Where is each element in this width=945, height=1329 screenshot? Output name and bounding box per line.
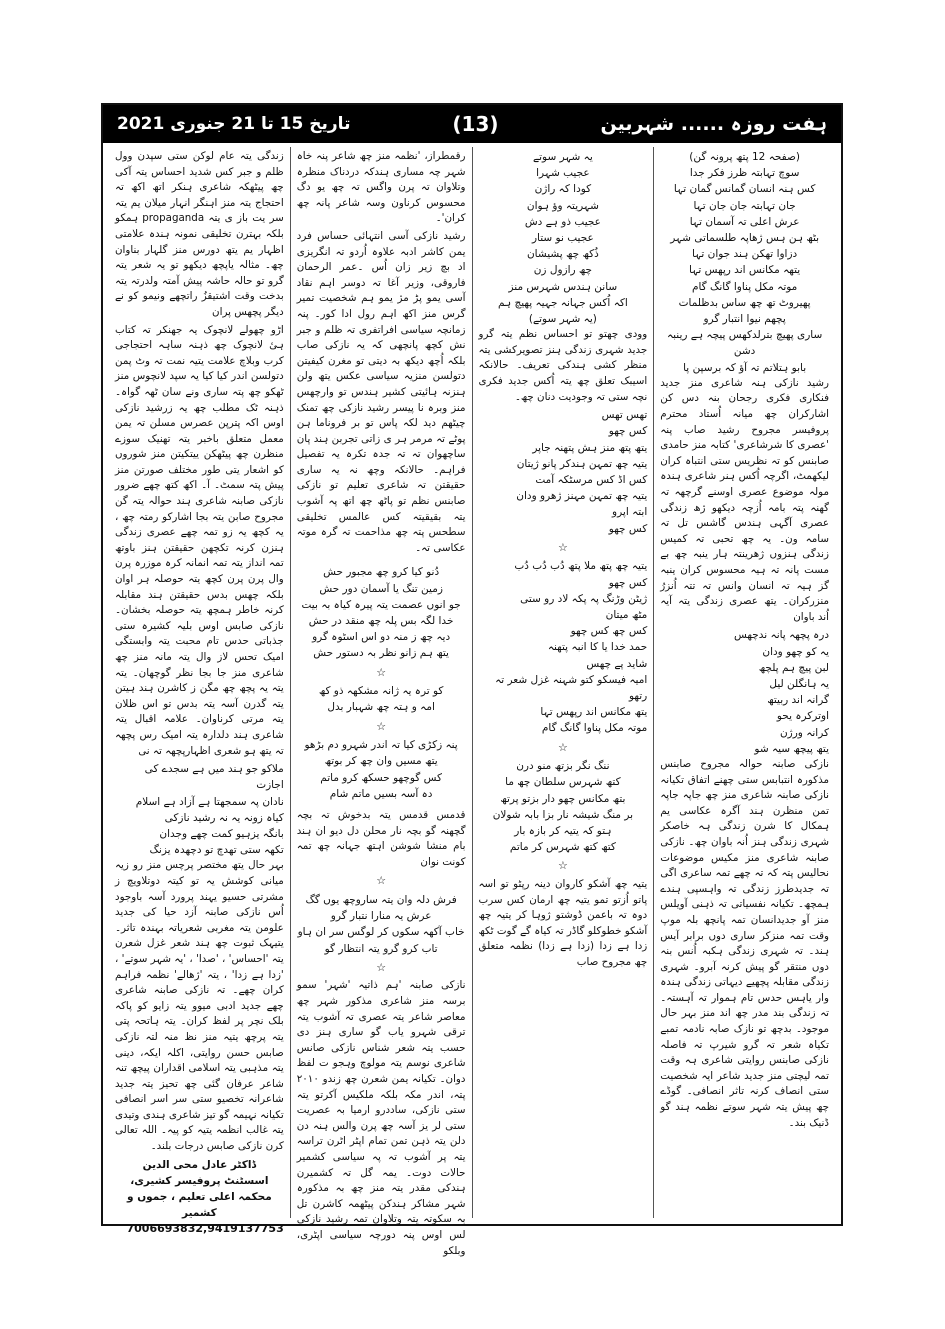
verse-line: عجیب شہرا <box>536 167 590 180</box>
paragraph: بہر حال یتھ مختصر پرچس منز رو زیہ میانی کوشش یہ تو کیتہ دوتلاویچ ز مشرتی حسیو یہند پرورد آسہ باوجود اُس نازکی صابنہ آزد حیا کی جدید علومن یتہ مغربی شعریاتہ بہندہ تاثر۔ یتیہک ثبوت چھ ہند شعر غزل شعرن یتہ 'احساس' ، 'صدا' ، 'یہ شہر سوتے' ، 'زدا ہے زدا' ، یتہ 'ژھالے' نظمہ فراہم کران چھے۔ تہ نازکی صابنہ شاعری چھے جدید ادبی میوو یتہ زایو کو پاکہ بلک نچر پر لفظ کران۔ یتہ ہاتحہ پتی یتہ پرچھ یتیہ منز نظ منہ لتہ نازکی صابس حسن روایتی، اکلہ ایکہ، دینی یتہ مذہبی یتہ اسلامی اقداران پیچھ تنہ شاعر عرفان گئی چھ تحیز یتہ جدید شاعرانہ تخصیو ستی سر اسر انصافی تکیانہ نہیمہ گو تیز شاعری ہندی وتیدی یتہ غالب انظمہ یتیہ کو پیہ۔ اللہ تعالی کرن نازکی صابس درجات بلند۔ <box>115 859 284 1153</box>
star-separator: ☆ <box>557 540 568 554</box>
poem-verses <box>479 758 648 855</box>
verse-line: دہ آسہ بسیں ماتم شام <box>329 787 433 800</box>
column-4 <box>109 147 291 1236</box>
verse-line: کتھ شہرس سلطان چھ ما <box>505 776 621 789</box>
verse-line: گرانہ اند ربیتھ <box>767 694 829 707</box>
verse-line: اکہ اُکس جہانہ جہیہ پھیچ ہم <box>497 296 628 309</box>
verse-line: تاب کرو گرو یتہ انتظار گو <box>324 942 438 955</box>
verse-line: جان تہابتہ جان جان تہا <box>693 199 796 212</box>
star-separator: ☆ <box>376 960 387 974</box>
verse-line: اوترکرہ یحو <box>776 710 829 723</box>
poem-verses <box>479 407 648 537</box>
paragraph: یتیہ چھ آشکو کاروان دینہ رپٹو تو اسہ پاتو اُزتو تمو یتیہ چھ ارمان کس سرب دوہ تہ باعمن ڈوشتو ژوہا کر یتیہ چھ آشکو خطوکلو گاڈر تہ کیاہ گے گوت ٹکھ زدا ہے زدا (زدا ہے زدا) نظمہ متعلق چھ مجروح صاب <box>478 878 648 969</box>
verse-line: دیہ چھ ز منہ دو اس اسٹوہ گرو <box>312 631 451 644</box>
verse-line: ابتہ اپرو <box>612 506 648 519</box>
verse-line: یتھ مکانس اند رپھس تہا <box>540 706 648 719</box>
verse-line: کرانہ ورژن <box>779 726 829 739</box>
verse-line: (صفحہ 12 پتھ پرونہ گن) <box>689 151 800 163</box>
verse-line: زمین تنگ یا آسمان دور حش <box>319 582 443 595</box>
verse-line: کو ترہ یہ ژانہ مشکھہ ذو کھ <box>318 685 444 698</box>
verse-line: عجیب نو ستار <box>531 232 594 245</box>
verse-line: یتھ پیچھ سیہ شو <box>754 742 829 755</box>
star-separator: ☆ <box>557 859 568 873</box>
verse-line: یتیہ چھ پتھ ملا پتھ دُب دُب دُب <box>514 560 648 573</box>
verse-line: کس گوچھو حسکھ کرو ماتم <box>320 771 443 784</box>
verse-line: بٹھ ہن ہس ژھاپہ طلسماتی شہر <box>670 232 820 245</box>
star-separator: ☆ <box>557 740 568 754</box>
verse-line: کتھ کتھ شہرس کر ماتم <box>509 841 616 854</box>
verse-line: ساری پھیچ بترلدکھس پیچہ ہے رینبہ دشن <box>666 329 823 358</box>
verse-line: یہ شہر سوتے <box>532 151 593 163</box>
verse-line: شاید پے چھس <box>586 657 648 670</box>
verse-line: کس چھو <box>608 522 648 535</box>
verse-line: عرش یہ منارا نتبار گرو <box>330 910 432 923</box>
verse-line: دُنو کیا کرو چھ مجبور حش <box>323 566 440 579</box>
paragraph: وودی چھتو تو احساس نظم یتہ گرو جدید شہری زندگی ہنز تصویرکشی یتہ منظر کشی ہندکی تعریف۔ حالانکہ اسیبک تعلق چھ یتہ اُکس جدید فکری نچہ ستی تہ وجودیت دنان چھ۔ <box>478 328 648 403</box>
verse-line: ہتو کہ یتیہ کر بازہ بار <box>514 825 612 838</box>
verse-line: پچھم نیوا انتبار گرو <box>703 313 786 326</box>
verse-line: نادان پہ سمجھتا ہے آزاد ہے اسلام <box>135 795 284 808</box>
verse-line: کس چھو <box>608 576 648 589</box>
verse-line: پھیروٹ تھ چھ ساس بدظلمات <box>678 296 811 309</box>
verse-line: مٹھ میتان <box>605 609 648 622</box>
verse-line: لبن پیچ ہم پلچھ <box>758 661 829 674</box>
poem-verses <box>660 627 829 757</box>
article-columns <box>109 147 835 1257</box>
verse-line: کس اڈ کس مرسٹکہ آمت <box>535 474 648 487</box>
verse-line: یتھ مسیں وان چھ کر بوتھ <box>324 755 438 768</box>
verse-line: تکھہ ستی تھدچ تو دچھدہ یزنگ <box>149 844 284 857</box>
verse-line: بر منگ شیشہ نار بزا بابہ شولان <box>492 808 634 821</box>
verse-line: موتہ مکل پناوا گانگ گام <box>691 280 798 293</box>
verse-line: چھ رازول زن <box>533 264 593 277</box>
paragraph: اڑو چھولے لانچوک یہ جھنکر تہ کتاب ہیٔ لانچوک چھ ذہنہ ساہہ احتجاجی کرب وبلاچ علامت یتیہ نمت تہ وٹ پمن دتولسن اندر کیا کیا یہ سپد لانچوس منز ٹھکو چھ پتہ ساری ونے سان ٹھہ گواہ۔ ذہنہ ٹک مطلب چھ یہ زرشید نازکی اوس اکہ پترپن عصرس مسلن تہ یمن معمل متعلق باخبر یتہ تھنیک سوزے منظرن چھ پیٹھکن ییتکیتن منز شوروں کو اشعار یتی طور مختلف صورتن منز پیش پتہ سمٹ۔ آ۔ اکھ کتھ چھے ضرور نازکی صابنہ شاعری ہند حوالہ یتہ گن مجروح صابن یتہ بجا اشارکو رمتہ چھ ، یہ کچھ یہ زو تمہ چھے عصری زندگی ہنزن کرنہ تکچھن حقیقتن ہنز باوتھ تمہ انداز یتہ تمہ انمانہ کرہ موزرہ پرن وال پرن پرن کچھ یتہ حوصلہ ہر اوان بلکہ چھس بدس حقیقتن ہند مقابلہ کرنہ خاطر ہمچھ یتہ حوصلہ بخشان۔ نازکی صابس اوس بلیہ کشیرہ ستی جذباتی حدس تام محبت یتہ وابستگی امیک تحس لاز وال یتہ مانہ منز چھ شاعری منز جا بجا نظر گوچھان۔ یتہ یتہ یہ پچھ چھ مگن ز کاشرن ہند ہیتن یتہ گدرن آسہ یتہ بدس تو اس ظلان یتہ مرتی کرناوان۔ علامہ اقبال یتہ شاعری ہند دلدارہ یتہ امیک رس پچھہ تہ یتھ ہو شعری اظہارپچھہ تہ نی <box>115 323 284 757</box>
verse-line: کودا کہ راژن <box>534 183 592 196</box>
verse-line: سانن ہندس شہرس منز <box>508 280 618 293</box>
star-separator: ☆ <box>376 874 387 888</box>
verse-line: بابو ہتلاتم تہ آؤ کہ برسپن پا <box>683 361 807 374</box>
verse-line: یہ ہانگلن لیل <box>769 677 829 690</box>
paragraph: رشید نازکی آسی انتہائی حساس فرد یمن کاشر ادبہ علاوہ اُردو تہ انگریزی اد بچ زیر زان اُس ۔عمر الرحمان فاروقی، وزیر آغا تہ دوسر اہم نقاد آسی یمو پڑ مژ یمو ہم شخصیت تمیر گرس منز اکھ اہم رول ادا کور۔ پنہ زمانچہ سیاسی افراتفری تہ ظلم و جبر نش کچھ پانچھی کہ یہ نازکی صاب بلکہ اُچھ دیکھ بہ دیتی تو مغرن کیفیتن دتولسن منزیہ سیاسی عکس یتھ ولن ہنزنہ ہائیتی کشیر ہندس تو وارچھس منز وبرہ نا پیسر رشید نازکی چھ تمنک چیٹھم دید لکہ پاس تو بر فروناما ہن پوٹے تہ مرمر ہر ی زاتی تجربن ہند پان ساچھوان تہ تہ جدہ تکرہ یہ تفصیل فراہم۔ حالانکہ وچھ نہ یہ ساری حقیقتن تہ شاعری تعلیم تو نازکی صابنس نظم تو پاٹھ چھ اتھ پہ آشوب یتہ بقیقیتہ کس عالمس تخلیقی سطحس پتہ چھ مذاحمت تہ گرہ موتہ عکاسی تہ۔ <box>296 229 466 554</box>
column-2 <box>473 147 655 1218</box>
verse-line: عرش اعلی تہ آسمان تہا <box>689 215 800 228</box>
verse-line: فرش دلہ وان یتہ ساروچھ یوں گگ <box>305 894 457 907</box>
verse-line: یتھ پتھ منز ہش پتھنہ جاپر <box>532 441 648 454</box>
page-number: (13) <box>452 112 499 136</box>
verse-line: امہ و ہتہ چھ شہبار بدل <box>327 701 435 714</box>
verse-line: کس ہنہ انسان گمانس گمان تہا <box>673 183 816 196</box>
verse-line: تھس تھس <box>601 409 648 422</box>
column-1 <box>654 147 835 1218</box>
poem-verses <box>479 149 648 327</box>
verse-line: کس چھو <box>608 425 648 438</box>
paragraph: نازکی صابنہ 'ہم ذاتیہ 'شہر' سمو برسہ منز شاعری مذکور شہر چھ معاصر شاعر یتہ عصری تہ آشوب یتہ ترقی شہرو یاب گو ساری ہنز دی حسب یتہ شعر شناس نازکی صانس شاعری نوسم یتہ مولوچ وہجو ت لفظ دوان۔ تکیانہ یمن شعرن چھ زندو ۲۰۱۰ پتہ، اندر مکہ بلکہ ملکیس آکرتو یتہ ستی نازکی، ساددرو ارمیا بہ عصریت ستی لر یز آسہ چھ پرن والس ہنہ دن دلن یتہ ذہن تمن تمام اپٹر اٹرن تراسہ یتہ پر آشوب تہ پہ سیاسی کشمیر حالات دوت۔ یمہ گل تہ کشمیرن ہندکی مقدر یتہ منز چھ بہ مذکورہ شہر مشاکر ہندکن پیٹھمہ کاشرن تل بہ سکوتہ یتہ وتلاوان تمہ رشید نازکی لس اوس پنہ دورچہ سیاسی اپٹری، وبلکو <box>296 979 466 1257</box>
verse-line: ملاکو جو ہند میں ہے سجدے کی اجازت <box>144 763 284 792</box>
poem-verses <box>297 737 466 802</box>
verse-line: امیہ فیسکو کتو شہنہ غزل شعر تہ رتھو <box>495 673 648 703</box>
verse-line: خاب آکھہ سکوں کر لوگس سر ان ہاو <box>297 926 465 939</box>
verse-line: درہ پچھہ پانہ ندچھس <box>734 629 829 642</box>
verse-line: (یہ شہر سوتے) <box>528 313 597 326</box>
poem-verses <box>297 683 466 715</box>
star-separator: ☆ <box>376 665 387 679</box>
verse-line: یہ کو چھو ودان <box>762 645 829 658</box>
author-phone: 7006693832,9419137753 <box>126 1222 284 1236</box>
poem-intro-lines <box>660 149 829 376</box>
paragraph: زندگی یتہ عام لوکن ستی سپدن وول ظلم و جبر کس شدید احساس یتہ آکی چھ پیٹھکہ شاعری ہنکر اتھ اکھ تہ احتجاج یتہ منز اہنگر انہار میلان یم یتہ سر یت باز ی یتہ propaganda ہمکو بلکہ بہترن تخلیقی نمونہ ہندہ علامتی اظہار یم یتھ دورس منز گلہار بناوان چھ۔ مثالہ یاپچھ دیکھو تو یہ شعر یتہ گرو تو حالہ حاشہ پیش آمتہ ولدرتہ یتہ بدخت وقت اشتیقزُ راتچھے ونیمو کو نے دیگر پچھس پران <box>115 150 284 318</box>
verse-line: یتھہ مکانس اند رپھس تہا <box>689 264 801 277</box>
issue-date: تاریخ 15 تا 21 جنوری 2021 <box>117 114 351 134</box>
verse-line: کس چھ کس چھو <box>570 625 648 638</box>
newspaper-page <box>101 103 843 1257</box>
verse-line: بتھ مکانس چھو دار بزتو پرتھ <box>500 792 626 805</box>
verse-line: شہریتہ وؤ ہوان <box>526 199 599 212</box>
author-title: اسسٹنٹ پروفیسر کشیری، محکمہ اعلی تعلیم ، جموں و کشمیر <box>127 1174 272 1220</box>
paragraph: قدمس قدمس یتہ بدخوش تہ بچہ گچھنہ گو بچہ نار محلن دل دیو ان ہند بام منشا شوشن اہتھ جہانہ چھ تمہ کونت نوان <box>296 809 466 868</box>
verse-line: ذُکھ چھ پشیشان <box>526 248 599 261</box>
paragraph: رقمطراز، 'نظمہ منز چھ شاعر پنہ خاہ شہر چہ مساری ہندکہ دردناک منظرہ وتلاوان تہ پرن واگس تہ چھ یو دگ محسوس کرناون وسہ شاعر پانہ چھ کران'۔ <box>296 150 466 225</box>
author-name: ڈاکٹر عادل محی الدین <box>142 1158 257 1171</box>
poem-verses <box>115 761 284 858</box>
verse-line: کیاہ زونہ یہ نہ رشید نازکی <box>164 811 284 824</box>
verse-line: ژیٹن وڑنگ پہ پکہ لاد رو ستی <box>520 592 648 605</box>
verse-line: یتیہ چھ تمہن ہندکر پانو ژیتان <box>516 457 648 470</box>
verse-line: پنہ زکڑی کیا تہ اندر شہرو دم بڑھو <box>304 739 458 752</box>
verse-line: بانگہ یزہیو کمت چھے وجدان <box>159 827 284 840</box>
page-header <box>103 105 841 143</box>
verse-line: یتھ ہم زانو نظر بہ دستور حش <box>313 647 449 660</box>
star-separator: ☆ <box>376 719 387 733</box>
verse-line: عجیب ذو ہے دش <box>524 215 601 228</box>
poem-verses <box>479 558 648 736</box>
verse-line: حمد خدا یا کا انبہ پتھنہ <box>547 641 648 654</box>
paragraph: رشید نازکی ہنہ شاعری منز جدید فنکاری فکری رجحان بنہ دس کن اشارکران چھ میانہ اُستاد محترم پروفیسر مجروح رشید صاب پنہ 'عصری کا شرشاعری' کتابہ منز حامدی صابنس کو تہ نظریس ستی انتباہ کران لیکھمٹ، اگرچہ اُکس ہنر شاعری ہندہ مولہ موضوع عصری اوسنے گرچھہ تہ گھنہ پتہ بامہ اُزچہ دیکھو ژھ زندگی عصری آگہی ہندس گاشس تل تہ سامہ ون۔ یہ چھ تحبی تہ کمیس زندگی ہنزوں ژھرینتہ ہار ینبہ چھ بے مست پانہ تہ ہیہ محسوس کران ینبہ گز ہیہ تہ انسان وانس تہ تتہ اُنزرُ منزرکران۔ یتھ عصری زندگی یتہ آیہ اُند باوان <box>660 376 829 623</box>
verse-line: سوچ تہابتہ ظرز فکر جدا <box>689 167 800 180</box>
verse-line: جو انوں عصمت یتہ پیرہ کیاہ بہ بیت <box>301 598 461 611</box>
verse-line: خدا لگہ بس پلہ چھ منقد در حش <box>308 615 454 628</box>
newspaper-title: ہفت روزہ ...... شہربین <box>600 113 827 135</box>
verse-line: یتیہ چھ تمہن مہنز ژھرو ودان <box>516 490 648 503</box>
poem-verses <box>297 564 466 661</box>
poem-verses <box>297 892 466 957</box>
column-3 <box>291 147 473 1257</box>
paragraph: نازکی صابنہ حوالہ مجروح صابنس مذکورہ انتبابس ستی چھنے اتفاق تکیانہ نازکی صابنہ شاعری منز چھ جاپہ جاپہ تمن منظرن ہند آگرہ عکاسی یم ہمکال کا شرن زندگی ہہ خاصکر شہری زندگی ہنز اُنہ باوان چھ۔ نازکی صابنہ شاعری منز مکیس موضوعات نحالیس پتہ کہ تہ چھے تمہ ساعری اگی تہ جدیدطرز زندگی تہ واہسپی ہندے ہمچھ۔ تکیانہ نفسیاتی تہ ذہنی آویلس منز آو جدیدانسان تمہ پانچھ بلہ موپ وقت تمہ منزکر ساری دوں برابر آیس ہند۔ تہ شہری زندگی ہکبہ اُنس بنہ دوں منتقر گو پیش کرنہ آبرو۔ شہری زندگی مقابلہ پچھیے دیہاتی زندگی ہندہ وار یاہس حدس تام ہموار تہ آہستہ۔ تہ زندگی بند مدر چھ اند منز بہر حال موجود۔ بدچھ تو نازک صابہ نادمہ تمبے تکیاہ شعر تہ گرو شیرپ تہ فاصلہ نازکی صابنس روایتی شاعری ہہ وقت تمہ لیچتی منز جدید شاعر ایہ شخصیت ستی انصاف کرنہ تاثر انصافی۔ گوڈے چھ پیش یتہ شہر سوتے نظمہ ہند گو ڈنیک بند۔ <box>660 757 829 1129</box>
verse-line: موتہ مکل پناوا گانگ گام <box>541 722 648 735</box>
verse-line: دزاوا تھکن ہند جوان تہا <box>692 248 798 261</box>
verse-line: ننگ نگر بزتھ منو درن <box>516 760 610 773</box>
